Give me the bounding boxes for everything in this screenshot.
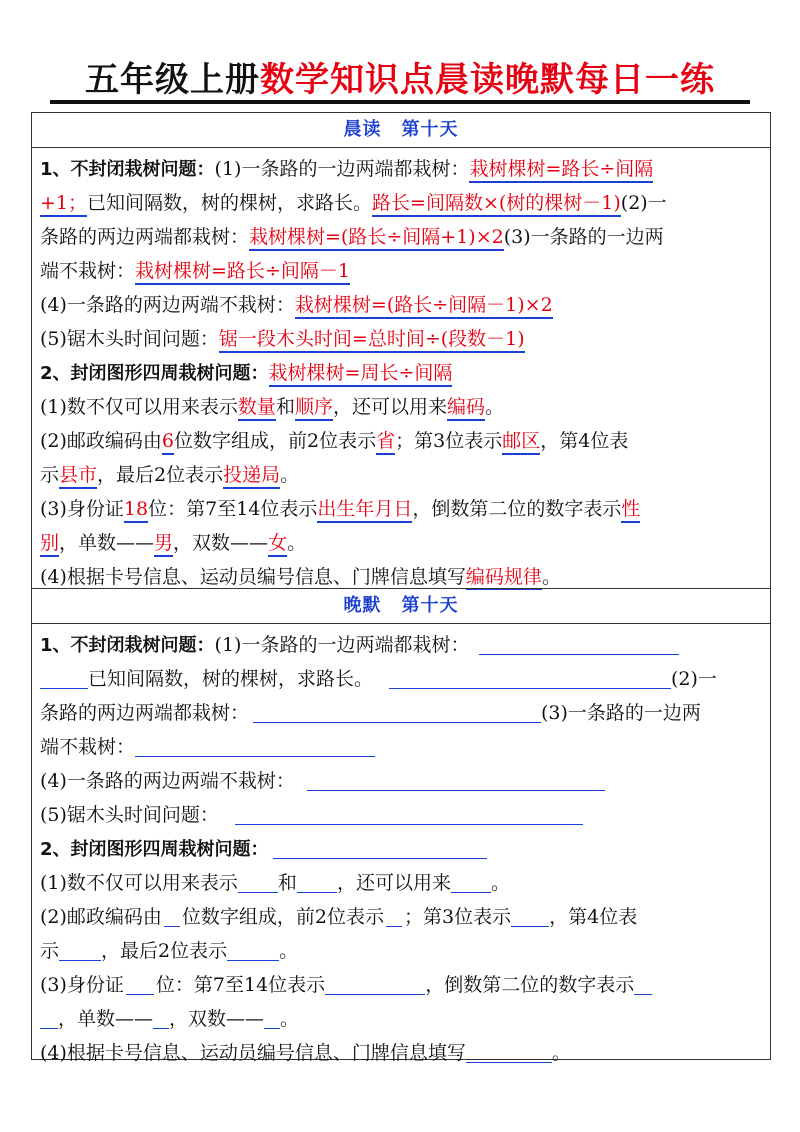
text: 。 bbox=[280, 1008, 300, 1030]
answer-blank[interactable] bbox=[307, 764, 605, 791]
answer-gender-b: 别 bbox=[40, 532, 59, 557]
answer-blank[interactable] bbox=[511, 900, 549, 927]
title-subject: 数学知识点晨读晚默每日一练 bbox=[260, 60, 715, 100]
text: ；第3位表示 bbox=[404, 906, 512, 928]
morning-header bbox=[32, 113, 770, 148]
text: 。 bbox=[279, 940, 299, 962]
text: 端不栽树： bbox=[40, 736, 136, 758]
text: 和 bbox=[275, 396, 295, 418]
text: 端不栽树： bbox=[40, 260, 136, 282]
evening-line-5 bbox=[40, 764, 762, 798]
evening-dictation-section bbox=[31, 589, 771, 1064]
text: 位：第7至14位表示 bbox=[148, 498, 318, 520]
text: 条路的两边两端都栽树： bbox=[40, 226, 250, 248]
answer-blank[interactable] bbox=[40, 1002, 58, 1029]
formula-6: 锯一段木头时间=总时间÷(段数－1) bbox=[219, 328, 525, 353]
text: (2)一 bbox=[620, 192, 667, 214]
morning-line-3 bbox=[40, 220, 762, 254]
answer-blank[interactable] bbox=[135, 730, 375, 757]
text: (3)身份证 bbox=[40, 974, 124, 996]
morning-line-6 bbox=[40, 322, 762, 356]
title-underline bbox=[50, 100, 750, 104]
text: (4)一条路的两边两端不栽树： bbox=[40, 294, 295, 316]
text: 已知间隔数，树的棵树，求路长。 bbox=[88, 668, 374, 690]
answer-gender-a: 性 bbox=[621, 498, 640, 523]
text: ，还可以用来 bbox=[336, 872, 451, 894]
text: (1)一条路的一边两端都栽树： bbox=[214, 634, 470, 656]
answer-blank[interactable] bbox=[164, 900, 180, 927]
text: 位：第7至14位表示 bbox=[155, 974, 326, 996]
answer-coding-rule: 编码规律 bbox=[466, 566, 542, 590]
text: 。 bbox=[551, 1042, 571, 1064]
text: 和 bbox=[277, 872, 297, 894]
text: (4)根据卡号信息、运动员编号信息、门牌信息填写 bbox=[40, 566, 466, 588]
text: ，第4位表 bbox=[540, 430, 629, 452]
evening-line-9 bbox=[40, 900, 762, 934]
morning-line-10 bbox=[40, 458, 762, 492]
text: (2)邮政编码由 bbox=[40, 430, 162, 452]
evening-line-2 bbox=[40, 662, 762, 696]
text: 。 bbox=[287, 532, 307, 554]
answer-order: 顺序 bbox=[295, 396, 333, 421]
morning-line-2 bbox=[40, 186, 762, 220]
formula-1: 栽树棵树=路长÷间隔 bbox=[469, 158, 653, 183]
morning-line-1 bbox=[40, 152, 762, 186]
answer-blank[interactable] bbox=[297, 866, 337, 893]
answer-blank[interactable] bbox=[634, 968, 652, 995]
text: (5)锯木头时间问题： bbox=[40, 328, 219, 350]
evening-line-3 bbox=[40, 696, 762, 730]
evening-line-8 bbox=[40, 866, 762, 900]
text: ，双数—— bbox=[169, 1008, 265, 1030]
morning-line-11 bbox=[40, 492, 762, 526]
formula-3: 栽树棵树=(路长÷间隔+1)×2 bbox=[249, 226, 504, 251]
text: (4)一条路的两边两端不栽树： bbox=[40, 770, 295, 792]
text: ；第3位表示 bbox=[395, 430, 503, 452]
morning-line-13 bbox=[40, 560, 762, 590]
answer-blank[interactable] bbox=[235, 798, 583, 825]
text: 位数字组成，前2位表示 bbox=[181, 906, 385, 928]
answer-code: 编码 bbox=[447, 396, 485, 421]
answer-blank[interactable] bbox=[325, 968, 425, 995]
text: ，还可以用来 bbox=[332, 396, 447, 418]
heading-2: 2、封闭图形四周栽树问题： bbox=[40, 363, 269, 384]
text: ，单数—— bbox=[59, 532, 155, 554]
text: ，双数—— bbox=[173, 532, 269, 554]
answer-blank[interactable] bbox=[466, 1036, 552, 1063]
title-grade: 五年级上册 bbox=[85, 60, 260, 100]
text: ，第4位表 bbox=[549, 906, 638, 928]
text: (1)数不仅可以用来表示 bbox=[40, 872, 238, 894]
answer-blank[interactable] bbox=[153, 1002, 169, 1029]
evening-line-6 bbox=[40, 798, 762, 832]
page-title bbox=[0, 52, 800, 101]
evening-line-13 bbox=[40, 1036, 762, 1066]
formula-1-end: +1； bbox=[40, 192, 87, 217]
answer-county: 县市 bbox=[59, 464, 97, 489]
answer-digits: 6 bbox=[162, 430, 174, 455]
text: (3)一条路的一边两 bbox=[541, 702, 701, 724]
text: 位数字组成，前2位表示 bbox=[174, 430, 377, 452]
evening-header bbox=[32, 589, 770, 624]
answer-birthdate: 出生年月日 bbox=[317, 498, 412, 523]
morning-line-9 bbox=[40, 424, 762, 458]
answer-blank[interactable] bbox=[386, 900, 402, 927]
text: ，倒数第二位的数字表示 bbox=[425, 974, 635, 996]
morning-line-12 bbox=[40, 526, 762, 560]
evening-line-1 bbox=[40, 628, 762, 662]
morning-label: 晨读 bbox=[343, 119, 382, 140]
text: (5)锯木头时间问题： bbox=[40, 804, 219, 826]
morning-line-5 bbox=[40, 288, 762, 322]
evening-line-12 bbox=[40, 1002, 762, 1036]
text: (3)身份证 bbox=[40, 498, 124, 520]
text: (2)邮政编码由 bbox=[40, 906, 162, 928]
answer-blank[interactable] bbox=[126, 968, 154, 995]
text: ，倒数第二位的数字表示 bbox=[412, 498, 622, 520]
answer-female: 女 bbox=[268, 532, 287, 557]
text: (4)根据卡号信息、运动员编号信息、门牌信息填写 bbox=[40, 1042, 466, 1064]
text: ，最后2位表示 bbox=[97, 464, 224, 486]
text: ，单数—— bbox=[58, 1008, 154, 1030]
answer-blank[interactable] bbox=[59, 934, 101, 961]
evening-line-11 bbox=[40, 968, 762, 1002]
formula-5: 栽树棵树=(路长÷间隔－1)×2 bbox=[295, 294, 553, 319]
answer-blank[interactable] bbox=[273, 832, 487, 859]
evening-content bbox=[32, 624, 770, 1066]
answer-delivery-office: 投递局 bbox=[223, 464, 280, 489]
morning-day: 第十天 bbox=[401, 119, 459, 140]
text: (1)数不仅可以用来表示 bbox=[40, 396, 238, 418]
heading-2: 2、封闭图形四周栽树问题： bbox=[40, 839, 269, 860]
formula-2: 路长=间隔数×(树的棵树－1) bbox=[372, 192, 621, 217]
heading-1: 1、不封闭栽树问题： bbox=[40, 159, 215, 180]
answer-postal-area: 邮区 bbox=[502, 430, 540, 455]
evening-line-7 bbox=[40, 832, 762, 866]
morning-content bbox=[32, 148, 770, 590]
text: ，最后2位表示 bbox=[101, 940, 228, 962]
answer-province: 省 bbox=[376, 430, 395, 455]
text: 。 bbox=[541, 566, 561, 588]
text: 示 bbox=[40, 464, 60, 486]
answer-male: 男 bbox=[154, 532, 173, 557]
answer-blank[interactable] bbox=[264, 1002, 280, 1029]
text: 条路的两边两端都栽树： bbox=[40, 702, 250, 724]
evening-day: 第十天 bbox=[401, 595, 459, 616]
heading-1: 1、不封闭栽树问题： bbox=[40, 635, 215, 656]
morning-line-4 bbox=[40, 254, 762, 288]
answer-blank[interactable] bbox=[238, 866, 278, 893]
answer-blank[interactable] bbox=[227, 934, 279, 961]
evening-line-4 bbox=[40, 730, 762, 764]
text: (3)一条路的一边两 bbox=[503, 226, 664, 248]
morning-line-7 bbox=[40, 356, 762, 390]
formula-4: 栽树棵树=路长÷间隔－1 bbox=[135, 260, 350, 285]
answer-blank[interactable] bbox=[451, 866, 491, 893]
evening-label: 晚默 bbox=[343, 595, 382, 616]
morning-reading-section bbox=[31, 112, 771, 589]
formula-7: 栽树棵树=周长÷间隔 bbox=[269, 362, 453, 387]
answer-blank[interactable] bbox=[253, 696, 541, 723]
answer-id-digits: 18 bbox=[124, 498, 148, 523]
text: 示 bbox=[40, 940, 60, 962]
text: 已知间隔数，树的棵树，求路长。 bbox=[87, 192, 373, 214]
evening-line-10 bbox=[40, 934, 762, 968]
answer-blank[interactable] bbox=[479, 628, 679, 655]
answer-quantity: 数量 bbox=[238, 396, 276, 421]
text: 。 bbox=[490, 872, 510, 894]
answer-blank[interactable] bbox=[40, 662, 88, 689]
text: (2)一 bbox=[671, 668, 717, 690]
text: 。 bbox=[485, 396, 505, 418]
answer-blank[interactable] bbox=[389, 662, 671, 689]
morning-line-8 bbox=[40, 390, 762, 424]
text: (1)一条路的一边两端都栽树： bbox=[214, 158, 470, 180]
text: 。 bbox=[280, 464, 300, 486]
